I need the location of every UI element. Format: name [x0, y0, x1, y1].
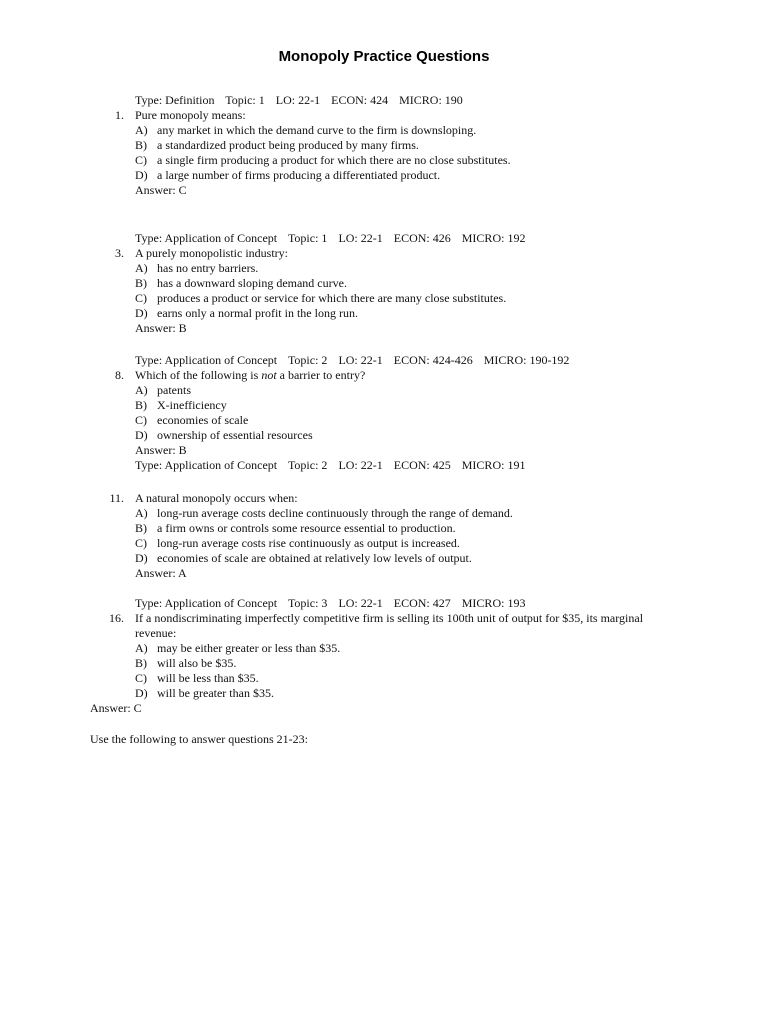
question-16: [0, 596, 768, 716]
answer: Answer: C: [135, 183, 187, 197]
option-letter: D): [135, 306, 148, 320]
question-number: 16.: [109, 611, 124, 625]
meta-topic: Topic: 2: [287, 353, 328, 367]
meta-econ: ECON: 424: [331, 93, 389, 107]
question-text: A purely monopolistic industry:: [135, 246, 288, 260]
option-letter: B): [135, 138, 147, 152]
option-letter: C): [135, 291, 147, 305]
question-number: 1.: [115, 108, 124, 122]
question-8: [0, 353, 768, 473]
option-text: long-run average costs rise continuously as output is increased.: [157, 536, 460, 550]
meta-lo: LO: 22-1: [338, 231, 383, 245]
option-text: produces a product or service for which there are many close substitutes.: [157, 291, 507, 305]
option-letter: D): [135, 428, 148, 442]
option-text: economies of scale: [157, 413, 249, 427]
answer: Answer: B: [135, 443, 187, 457]
option-text: ownership of essential resources: [157, 428, 313, 442]
option-letter: D): [135, 551, 148, 565]
question-meta: [0, 458, 768, 473]
option-c: [0, 153, 768, 168]
option-b: [0, 138, 768, 153]
meta-topic: Topic: 2: [287, 458, 328, 472]
page-title: Monopoly Practice Questions: [278, 48, 490, 65]
question-stem: [0, 368, 768, 383]
option-letter: D): [135, 168, 148, 182]
option-text: will be less than $35.: [157, 671, 259, 685]
option-b: [0, 521, 768, 536]
option-letter: C): [135, 413, 147, 427]
meta-lo: LO: 22-1: [338, 353, 383, 367]
meta-econ: ECON: 426: [393, 231, 451, 245]
meta-type: Type: Application of Concept: [135, 231, 278, 245]
meta-micro: MICRO: 191: [461, 458, 526, 472]
option-letter: A): [135, 506, 148, 520]
option-a: [0, 641, 768, 656]
option-text: earns only a normal profit in the long run.: [157, 306, 358, 320]
option-d: [0, 551, 768, 566]
meta-topic: Topic: 1: [287, 231, 328, 245]
option-letter: C): [135, 671, 147, 685]
answer: Answer: B: [135, 321, 187, 335]
question-text: revenue:: [135, 626, 177, 640]
option-d: [0, 168, 768, 183]
question-meta: [0, 231, 768, 246]
question-stem: [0, 491, 768, 506]
meta-micro: MICRO: 192: [461, 231, 526, 245]
option-b: [0, 656, 768, 671]
option-letter: B): [135, 521, 147, 535]
question-number: 8.: [115, 368, 124, 382]
option-c: [0, 413, 768, 428]
option-text: will also be $35.: [157, 656, 237, 670]
question-number: 3.: [115, 246, 124, 260]
answer: Answer: A: [135, 566, 187, 580]
meta-type: Type: Definition: [135, 93, 215, 107]
question-number: 11.: [109, 491, 124, 505]
option-text: will be greater than $35.: [157, 686, 274, 700]
option-text: has no entry barriers.: [157, 261, 259, 275]
option-letter: C): [135, 153, 147, 167]
question-text: Which of the following is not a barrier to entry?: [135, 368, 366, 382]
option-letter: C): [135, 536, 147, 550]
question-11: [0, 491, 768, 581]
option-c: [0, 671, 768, 686]
option-text: may be either greater or less than $35.: [157, 641, 341, 655]
meta-type: Type: Application of Concept: [135, 458, 278, 472]
question-stem-continued: [0, 626, 768, 641]
option-text: economies of scale are obtained at relatively low levels of output.: [157, 551, 472, 565]
meta-econ: ECON: 427: [393, 596, 451, 610]
option-letter: B): [135, 398, 147, 412]
option-text: long-run average costs decline continuously through the range of demand.: [157, 506, 513, 520]
answer: Answer: C: [90, 701, 142, 715]
meta-topic: Topic: 1: [225, 93, 265, 107]
option-letter: B): [135, 276, 147, 290]
option-c: [0, 536, 768, 551]
option-letter: A): [135, 641, 148, 655]
question-meta: [0, 596, 768, 611]
option-text: X-inefficiency: [157, 398, 227, 412]
option-c: [0, 291, 768, 306]
option-a: [0, 123, 768, 138]
meta-micro: MICRO: 190-192: [483, 353, 570, 367]
option-letter: D): [135, 686, 148, 700]
option-text: a standardized product being produced by many firms.: [157, 138, 419, 152]
meta-lo: LO: 22-1: [338, 458, 383, 472]
meta-econ: ECON: 424-426: [393, 353, 473, 367]
question-3: [0, 231, 768, 336]
option-a: [0, 506, 768, 521]
question-1: [0, 93, 768, 198]
option-text: patents: [157, 383, 191, 397]
question-text: Pure monopoly means:: [135, 108, 246, 122]
meta-topic: Topic: 3: [287, 596, 328, 610]
question-stem: [0, 246, 768, 261]
option-letter: A): [135, 123, 148, 137]
option-letter: A): [135, 383, 148, 397]
option-text: any market in which the demand curve to the firm is downsloping.: [157, 123, 477, 137]
option-text: a single firm producing a product for which there are no close substitutes.: [157, 153, 511, 167]
option-text: has a downward sloping demand curve.: [157, 276, 347, 290]
option-d: [0, 306, 768, 321]
footer-note-block: [0, 732, 768, 747]
meta-lo: LO: 22-1: [275, 93, 321, 107]
option-b: [0, 276, 768, 291]
footer-note: Use the following to answer questions 21-23:: [90, 732, 308, 746]
question-text: If a nondiscriminating imperfectly competitive firm is selling its 100th unit of output for $35, its marginal: [135, 611, 644, 625]
option-d: [0, 428, 768, 443]
question-stem: [0, 108, 768, 123]
meta-micro: MICRO: 193: [461, 596, 526, 610]
meta-type: Type: Application of Concept: [135, 353, 278, 367]
question-meta: [0, 93, 768, 108]
option-d: [0, 686, 768, 701]
option-text: a large number of firms producing a differentiated product.: [157, 168, 441, 182]
option-b: [0, 398, 768, 413]
question-stem: [0, 611, 768, 626]
option-a: [0, 261, 768, 276]
emphasis: not: [261, 368, 277, 382]
meta-econ: ECON: 425: [393, 458, 451, 472]
question-meta: [0, 353, 768, 368]
question-text: A natural monopoly occurs when:: [135, 491, 298, 505]
option-text: a firm owns or controls some resource essential to production.: [157, 521, 456, 535]
meta-lo: LO: 22-1: [338, 596, 383, 610]
meta-micro: MICRO: 190: [399, 93, 463, 107]
meta-type: Type: Application of Concept: [135, 596, 278, 610]
option-letter: B): [135, 656, 147, 670]
option-letter: A): [135, 261, 148, 275]
option-a: [0, 383, 768, 398]
